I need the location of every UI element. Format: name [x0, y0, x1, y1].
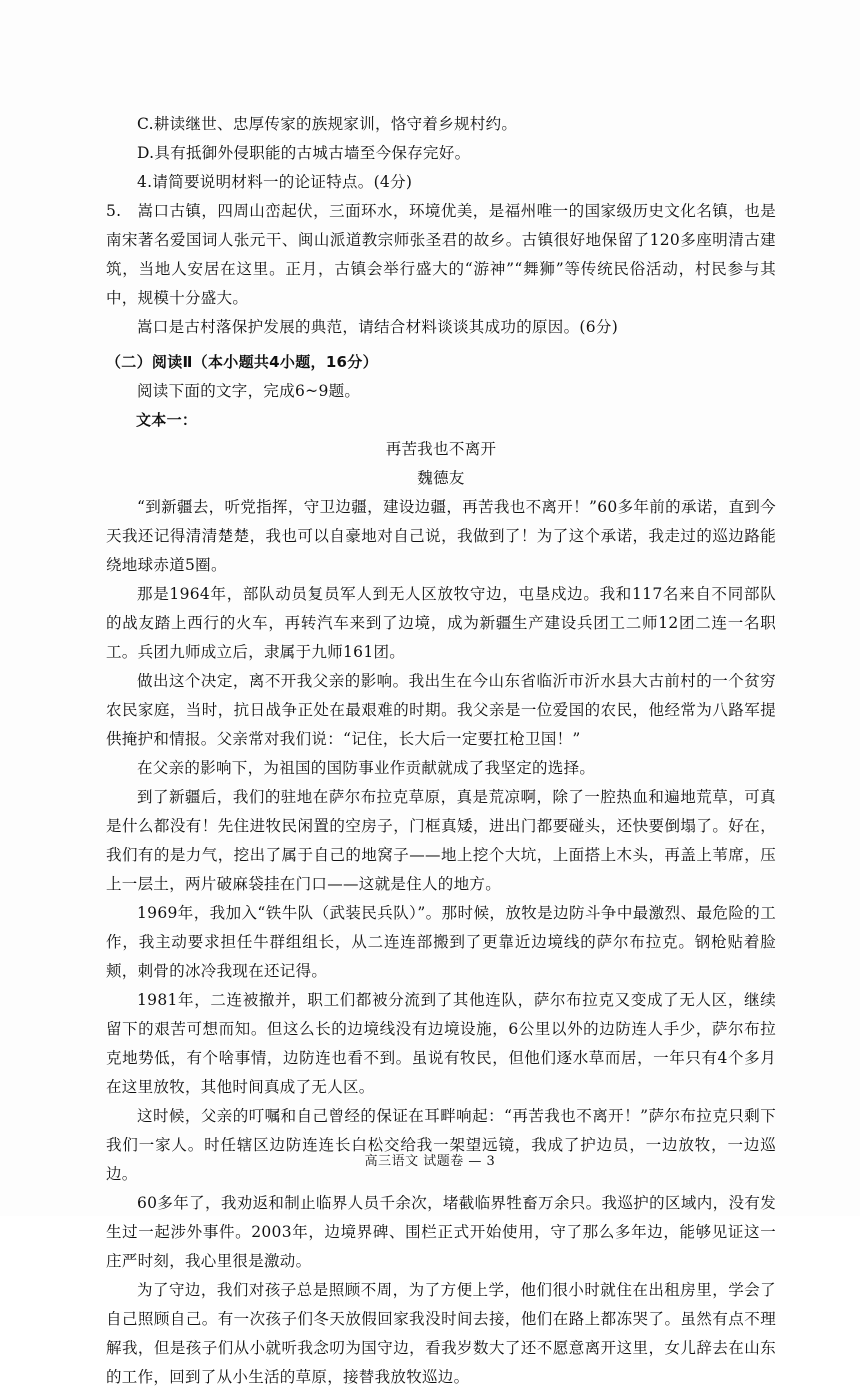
- question-4: 4.请简要说明材料一的论证特点。(4分): [137, 173, 413, 191]
- option-d: D.具有抵御外侵职能的古城古墙至今保存完好。: [137, 144, 471, 162]
- article-paragraph: 1981年，二连被撤并，职工们都被分流到了其他连队，萨尔布拉克又变成了无人区，继续留下的艰苦可想而知。但这么长的边境线没有边境设施，6公里以外的边防连人手少，萨尔布拉克地势低，有个啥事情，边防连也看不到。虽说有牧民，但他们逐水草而居，一年只有4个多月在这里放牧，其他时间真成了无人区。: [106, 991, 776, 1096]
- option-c: C.耕读继世、忠厚传家的族规家训，恪守着乡规村约。: [137, 115, 518, 133]
- article-paragraph: 那是1964年，部队动员复员军人到无人区放牧守边，屯垦戍边。我和117名来自不同部队的战友踏上西行的火车，再转汽车来到了边境，成为新疆生产建设兵团工二师12团二连一名职工。兵团九师成立后，隶属于九师161团。: [106, 585, 776, 661]
- page-footer: 高三语文 试题卷 — 3: [364, 1154, 496, 1169]
- article-paragraph: “到新疆去，听党指挥，守卫边疆，建设边疆，再苦我也不离开！”60多年前的承诺，直到今天我还记得清清楚楚，我也可以自豪地对自己说，我做到了！为了这个承诺，我走过的巡边路能绕地球赤道5圈。: [106, 498, 776, 574]
- article-paragraph: 做出这个决定，离不开我父亲的影响。我出生在今山东省临沂市沂水县大古前村的一个贫穷农民家庭，当时，抗日战争正处在最艰难的时期。我父亲是一位爱国的农民，他经常为八路军提供掩护和情报。父亲常对我们说：“记住，长大后一定要扛枪卫国！”: [106, 672, 776, 748]
- article-paragraph: 为了守边，我们对孩子总是照顾不周，为了方便上学，他们很小时就住在出租房里，学会了自己照顾自己。有一次孩子们冬天放假回家我没时间去接，他们在路上都冻哭了。虽然有点不理解我，但是孩子们从小就听我念叨为国守边，看我岁数大了还不愿意离开这里，女儿辞去在山东的工作，回到了从小生活的草原，接替我放牧巡边。: [106, 1281, 776, 1386]
- section-instruction: 阅读下面的文字，完成6~9题。: [137, 382, 361, 400]
- section-heading: （二）阅读Ⅱ（本小题共4小题，16分）: [106, 353, 378, 371]
- article-paragraph: 1969年，我加入“铁牛队（武装民兵队）”。那时候，放牧是边防斗争中最激烈、最危险的工作，我主动要求担任牛群组组长，从二连连部搬到了更靠近边境线的萨尔布拉克。钢枪贴着脸颊，刺骨的冰冷我现在还记得。: [106, 904, 776, 980]
- article-paragraph: 这时候，父亲的叮嘱和自己曾经的保证在耳畔响起：“再苦我也不离开！”萨尔布拉克只剩下我们一家人。时任辖区边防连连长白松交给我一架望远镜，我成了护边员，一边放牧，一边巡边。: [106, 1107, 776, 1183]
- article-paragraph: 到了新疆后，我们的驻地在萨尔布拉克草原，真是荒凉啊，除了一腔热血和遍地荒草，可真是什么都没有！先住进牧民闲置的空房子，门框真矮，进出门都要碰头，还快要倒塌了。好在，我们有的是力气，挖出了属于自己的地窝子——地上挖个大坑，上面搭上木头，再盖上苇席，压上一层土，两片破麻袋挂在门口——这就是住人的地方。: [106, 788, 776, 893]
- article-author: 魏德友: [417, 469, 465, 487]
- question-5-text: 5. 嵩口古镇，四周山峦起伏，三面环水，环境优美，是福州唯一的国家级历史文化名镇，也是南宋著名爱国词人张元干、闽山派道教宗师张圣君的故乡。古镇很好地保留了120多座明清古建筑，当地人安居在这里。正月，古镇会举行盛大的“游神”“舞狮”等传统民俗活动，村民参与其中，规模十分盛大。: [106, 202, 776, 307]
- article-paragraph: 60多年了，我劝返和制止临界人员千余次，堵截临界牲畜万余只。我巡护的区域内，没有发生过一起涉外事件。2003年，边境界碑、围栏正式开始使用，守了那么多年边，能够见证这一庄严时刻，我心里很是激动。: [106, 1194, 776, 1270]
- text-label: 文本一：: [136, 411, 198, 429]
- page-content: [106, 110, 776, 1392]
- article-title: 再苦我也不离开: [385, 440, 497, 458]
- question-5-prompt: 嵩口是古村落保护发展的典范，请结合材料谈谈其成功的原因。(6分): [137, 318, 619, 336]
- article-paragraph: 在父亲的影响下，为祖国的国防事业作贡献就成了我坚定的选择。: [137, 759, 596, 777]
